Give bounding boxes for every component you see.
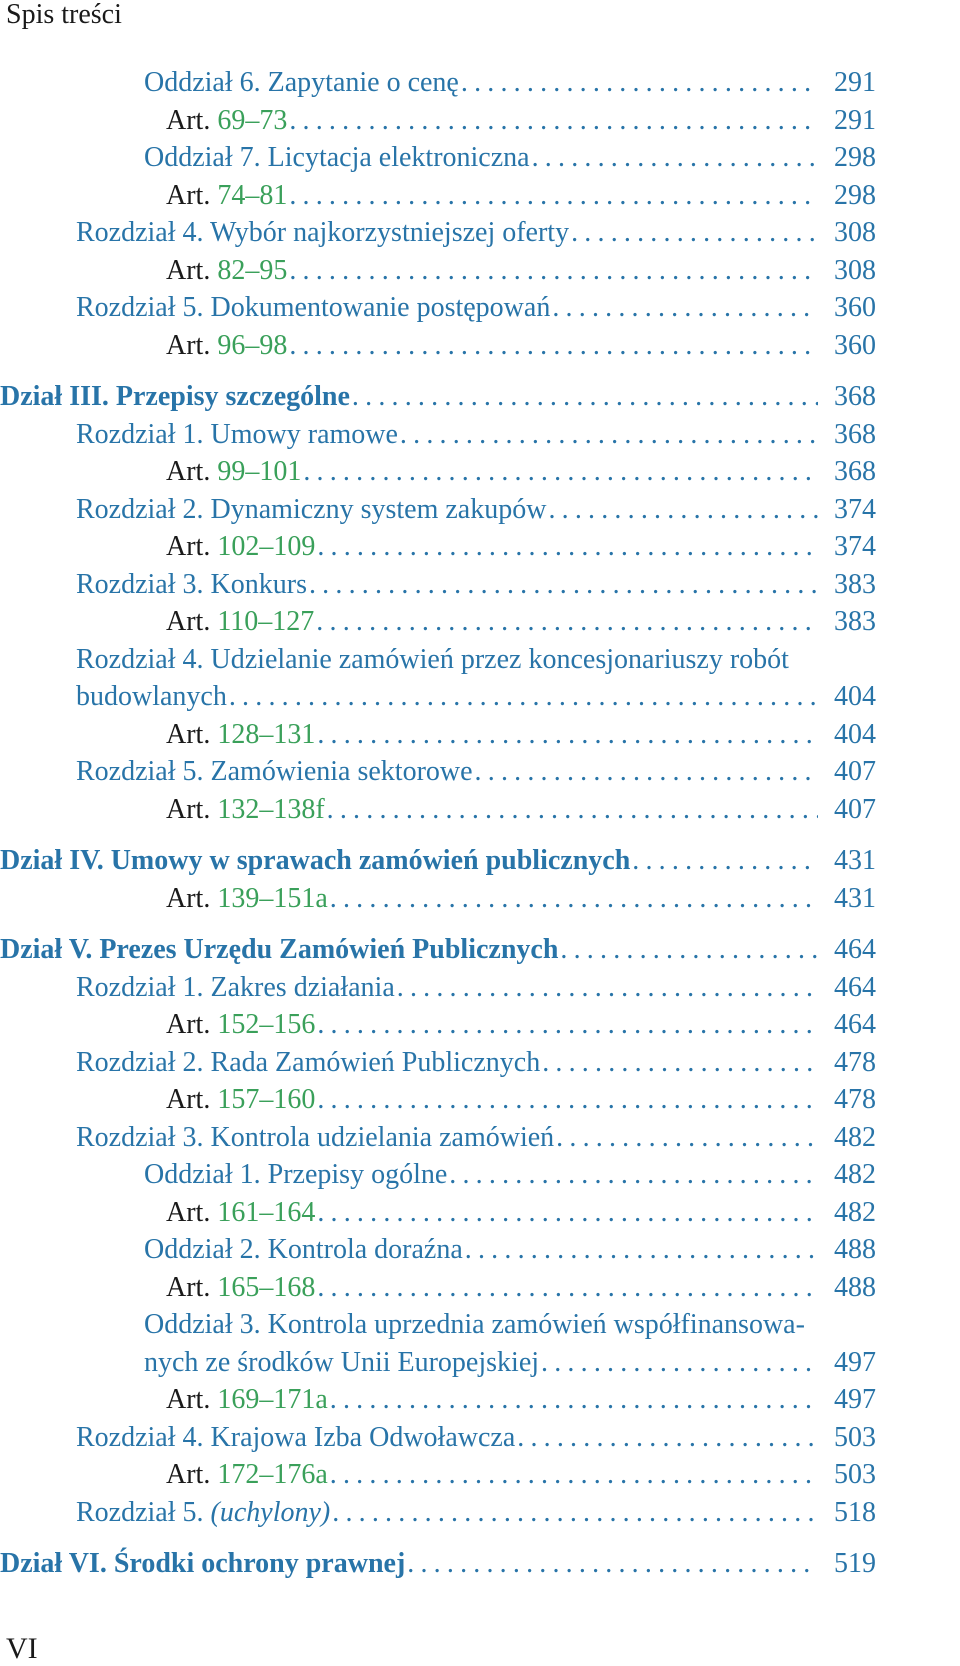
toc-entry-text: Rozdział 4. Krajowa Izba Odwoławcza — [76, 1421, 516, 1453]
toc-entry-title — [166, 1081, 315, 1119]
toc-entry-oddzial[interactable] — [0, 1306, 960, 1381]
article-prefix: Art. — [166, 254, 211, 286]
dot-leader — [316, 603, 818, 641]
article-prefix: Art. — [166, 793, 211, 825]
article-range-link[interactable]: 82–95 — [217, 254, 288, 286]
toc-entry-rozdzial[interactable] — [0, 969, 960, 1007]
article-range-link[interactable]: 96–98 — [217, 329, 288, 361]
toc-entry-title — [76, 1494, 330, 1532]
toc-entry-title — [76, 1419, 515, 1457]
toc-page-number[interactable]: 488 — [834, 1271, 876, 1303]
toc-page-number[interactable]: 368 — [834, 381, 876, 412]
toc-page-number[interactable]: 497 — [834, 1346, 876, 1378]
dot-leader — [330, 1381, 818, 1419]
article-range-link[interactable]: 157–160 — [217, 1084, 316, 1115]
toc-page-number[interactable]: 291 — [834, 104, 876, 136]
toc-entry-title — [76, 1044, 540, 1082]
toc-page-number[interactable]: 497 — [834, 1384, 876, 1415]
toc-entry-rozdzial[interactable] — [0, 289, 960, 327]
toc-entry-rozdzial[interactable] — [0, 491, 960, 529]
toc-entry-title — [166, 327, 287, 365]
article-prefix: Art. — [166, 456, 211, 487]
toc-entry-text: nych ze środków Unii Europejskiej — [144, 1346, 540, 1378]
toc-entry-title-line: Oddział 3. Kontrola uprzednia zamówień współfinansowa- — [144, 1309, 805, 1340]
toc-entry-text: Rozdział 5. Zamówienia sektorowe — [76, 756, 473, 787]
toc-entry-title — [76, 416, 398, 454]
toc-entry-text: Oddział 2. Kontrola doraźna — [144, 1234, 463, 1265]
toc-entry-title — [166, 252, 287, 290]
dot-leader — [289, 252, 818, 290]
toc-page-number[interactable]: 308 — [834, 254, 876, 286]
toc-page-number[interactable]: 407 — [834, 756, 876, 787]
dot-leader — [397, 969, 818, 1007]
toc-entry-dzial[interactable] — [0, 931, 960, 969]
toc-entry-title — [144, 1231, 463, 1269]
dot-leader — [632, 842, 818, 880]
toc-entry-art[interactable] — [0, 1269, 960, 1307]
toc-page-number[interactable]: 431 — [834, 845, 876, 876]
toc-page-number[interactable]: 298 — [834, 142, 876, 173]
toc-entry-art[interactable] — [0, 1381, 960, 1419]
toc-entry-title — [76, 753, 473, 791]
toc-entry-title — [0, 842, 630, 880]
article-range-link[interactable]: 169–171a — [217, 1384, 328, 1415]
dot-leader — [548, 491, 818, 529]
article-range-link[interactable]: 99–101 — [217, 456, 302, 487]
toc-entry-rozdzial[interactable] — [0, 416, 960, 454]
toc-entry-art[interactable] — [0, 1456, 960, 1494]
toc-entry-rozdzial[interactable] — [0, 1494, 960, 1532]
article-prefix: Art. — [166, 718, 211, 750]
toc-entry-art[interactable] — [0, 102, 960, 140]
toc-entry-art[interactable] — [0, 1006, 960, 1044]
page-number-footer: VI — [6, 1632, 38, 1665]
article-range-link[interactable]: 132–138f — [217, 793, 325, 825]
toc-entry-art[interactable] — [0, 716, 960, 754]
toc-entry-text: Oddział 6. Zapytanie o cenę — [144, 67, 459, 98]
article-range-link[interactable]: 161–164 — [217, 1196, 316, 1228]
dot-leader — [449, 1156, 818, 1194]
dot-leader — [332, 1494, 818, 1532]
toc-page-number[interactable]: 482 — [834, 1196, 876, 1228]
dot-leader — [552, 289, 818, 327]
toc-entry-text: Rozdział 5. — [76, 1496, 204, 1528]
toc-page-number[interactable]: 404 — [834, 718, 876, 750]
table-of-contents — [0, 64, 960, 1583]
dot-leader — [289, 327, 818, 365]
toc-entry-title — [0, 931, 558, 969]
toc-entry-title — [166, 1381, 328, 1419]
toc-entry-rozdzial[interactable] — [0, 1119, 960, 1157]
toc-page-number[interactable]: 360 — [834, 329, 876, 361]
dot-leader — [289, 102, 818, 140]
toc-page-number[interactable]: 407 — [834, 793, 876, 825]
toc-entry-title — [76, 969, 395, 1007]
dot-leader — [407, 1545, 818, 1583]
toc-entry-text: Rozdział 3. Konkurs — [76, 568, 307, 600]
article-range-link[interactable]: 102–109 — [217, 531, 316, 562]
toc-entry-oddzial[interactable] — [0, 139, 960, 177]
toc-entry-art[interactable] — [0, 327, 960, 365]
toc-entry-title — [166, 528, 315, 566]
dot-leader — [330, 1456, 818, 1494]
toc-entry-title — [0, 1545, 405, 1583]
toc-entry-dzial[interactable] — [0, 1545, 960, 1583]
article-prefix: Art. — [166, 1459, 211, 1490]
toc-entry-rozdzial[interactable] — [0, 1044, 960, 1082]
toc-page-number[interactable]: 482 — [834, 1121, 876, 1153]
toc-page-number[interactable]: 298 — [834, 179, 876, 211]
toc-page-number[interactable]: 464 — [834, 1009, 876, 1040]
toc-page-number[interactable]: 431 — [834, 882, 876, 914]
toc-entry-title — [76, 678, 227, 716]
toc-entry-text: Oddział 1. Przepisy ogólne — [144, 1159, 448, 1190]
article-prefix: Art. — [166, 1271, 211, 1303]
toc-entry-text: Rozdział 5. Dokumentowanie postępowań — [76, 292, 551, 323]
dot-leader — [229, 678, 818, 716]
dot-leader — [317, 1006, 818, 1044]
toc-page-number[interactable]: 503 — [834, 1421, 876, 1453]
article-prefix: Art. — [166, 606, 211, 637]
article-prefix: Art. — [166, 1384, 211, 1415]
toc-entry-oddzial[interactable] — [0, 64, 960, 102]
toc-page-number[interactable]: 464 — [834, 934, 876, 965]
article-prefix: Art. — [166, 179, 211, 211]
toc-page-number[interactable]: 478 — [834, 1084, 876, 1115]
toc-entry-art[interactable] — [0, 177, 960, 215]
toc-entry-text: Rozdział 2. Dynamiczny system zakupów — [76, 493, 547, 525]
dot-leader — [352, 378, 818, 416]
toc-entry-title — [166, 177, 287, 215]
toc-page-number[interactable]: 464 — [834, 971, 876, 1003]
dot-leader — [400, 416, 818, 454]
dot-leader — [475, 753, 818, 791]
toc-entry-art[interactable] — [0, 1081, 960, 1119]
dot-leader — [560, 931, 818, 969]
article-range-link[interactable]: 128–131 — [217, 718, 316, 750]
dot-leader — [309, 566, 818, 604]
dot-leader — [317, 528, 818, 566]
toc-page-number[interactable]: 374 — [834, 531, 876, 562]
dot-leader — [517, 1419, 818, 1457]
dot-leader — [541, 1344, 818, 1382]
toc-entry-art[interactable] — [0, 1194, 960, 1232]
toc-page-number[interactable]: 291 — [834, 67, 876, 98]
toc-page-number[interactable]: 478 — [834, 1046, 876, 1078]
toc-entry-rozdzial[interactable] — [0, 214, 960, 252]
toc-entry-art[interactable] — [0, 528, 960, 566]
toc-entry-title — [144, 139, 530, 177]
toc-entry-title — [144, 1156, 447, 1194]
toc-entry-note: (uchylony) — [210, 1496, 331, 1528]
toc-entry-text: Oddział 7. Licytacja elektroniczna — [144, 142, 530, 173]
toc-entry-rozdzial[interactable] — [0, 753, 960, 791]
toc-entry-text: Rozdział 1. Zakres działania — [76, 971, 395, 1003]
article-prefix: Art. — [166, 329, 211, 361]
toc-entry-title — [144, 1344, 539, 1382]
toc-entry-rozdzial[interactable] — [0, 566, 960, 604]
dot-leader — [317, 1194, 818, 1232]
toc-entry-text: Dział III. Przepisy szczególne — [0, 381, 350, 412]
toc-page-number[interactable]: 503 — [834, 1459, 876, 1490]
toc-entry-text: Dział VI. Środki ochrony prawnej — [0, 1548, 406, 1579]
page-header-title: Spis treści — [6, 0, 122, 30]
dot-leader — [571, 214, 818, 252]
dot-leader — [317, 1081, 818, 1119]
toc-entry-text: Rozdział 2. Rada Zamówień Publicznych — [76, 1046, 541, 1078]
article-range-link[interactable]: 165–168 — [217, 1271, 316, 1303]
toc-entry-title-line: Rozdział 4. Udzielanie zamówień przez koncesjonariuszy robót — [76, 643, 789, 675]
toc-page-number[interactable]: 368 — [834, 456, 876, 487]
toc-entry-title — [166, 791, 325, 829]
dot-leader — [327, 791, 818, 829]
toc-page-number[interactable]: 368 — [834, 418, 876, 450]
toc-entry-title — [76, 491, 546, 529]
dot-leader — [317, 716, 818, 754]
toc-entry-title — [166, 1006, 315, 1044]
toc-entry-title — [76, 566, 307, 604]
toc-entry-title — [166, 880, 328, 918]
toc-entry-art[interactable] — [0, 880, 960, 918]
article-prefix: Art. — [166, 531, 211, 562]
toc-entry-rozdzial[interactable] — [0, 1419, 960, 1457]
toc-entry-oddzial[interactable] — [0, 1156, 960, 1194]
toc-page-number[interactable]: 488 — [834, 1234, 876, 1265]
toc-page-number[interactable]: 404 — [834, 681, 876, 712]
toc-page-number[interactable]: 383 — [834, 568, 876, 600]
toc-entry-title — [76, 289, 550, 327]
toc-entry-art[interactable] — [0, 453, 960, 491]
toc-entry-title — [166, 603, 314, 641]
dot-leader — [556, 1119, 818, 1157]
toc-page-number[interactable]: 360 — [834, 292, 876, 323]
toc-entry-rozdzial[interactable] — [0, 641, 960, 716]
toc-entry-title — [166, 1456, 328, 1494]
article-range-link[interactable]: 152–156 — [217, 1009, 316, 1040]
article-range-link[interactable]: 69–73 — [217, 104, 288, 136]
toc-entry-text: Dział IV. Umowy w sprawach zamówień publicznych — [0, 845, 631, 876]
toc-entry-oddzial[interactable] — [0, 1231, 960, 1269]
toc-entry-art[interactable] — [0, 791, 960, 829]
toc-entry-art[interactable] — [0, 252, 960, 290]
toc-page-number[interactable]: 374 — [834, 493, 876, 525]
toc-entry-title — [0, 378, 350, 416]
toc-entry-text: Rozdział 4. Wybór najkorzystniejszej oferty — [76, 217, 570, 248]
toc-page-number[interactable]: 518 — [834, 1496, 876, 1528]
article-prefix: Art. — [166, 1009, 211, 1040]
toc-entry-title — [166, 102, 287, 140]
toc-page-number[interactable]: 482 — [834, 1159, 876, 1190]
toc-entry-text: Dział V. Prezes Urzędu Zamówień Publicznych — [0, 934, 559, 965]
toc-page-number[interactable]: 519 — [834, 1548, 876, 1579]
dot-leader — [465, 1231, 818, 1269]
article-prefix: Art. — [166, 1196, 211, 1228]
toc-entry-title — [166, 1269, 315, 1307]
dot-leader — [542, 1044, 818, 1082]
toc-entry-title — [166, 1194, 315, 1232]
toc-entry-title — [166, 453, 301, 491]
article-prefix: Art. — [166, 882, 211, 914]
toc-entry-title — [144, 64, 459, 102]
dot-leader — [317, 1269, 818, 1307]
toc-entry-dzial[interactable] — [0, 378, 960, 416]
article-range-link[interactable]: 172–176a — [217, 1459, 328, 1490]
toc-page-number[interactable]: 308 — [834, 217, 876, 248]
dot-leader — [289, 177, 818, 215]
dot-leader — [303, 453, 818, 491]
toc-entry-title — [76, 1119, 554, 1157]
article-prefix: Art. — [166, 104, 211, 136]
article-range-link[interactable]: 74–81 — [217, 179, 288, 211]
toc-entry-text: budowlanych — [76, 681, 227, 712]
toc-entry-art[interactable] — [0, 603, 960, 641]
toc-entry-text: Rozdział 1. Umowy ramowe — [76, 418, 398, 450]
dot-leader — [461, 64, 818, 102]
dot-leader — [330, 880, 818, 918]
toc-page-number[interactable]: 383 — [834, 606, 876, 637]
article-range-link[interactable]: 139–151a — [217, 882, 328, 914]
dot-leader — [532, 139, 818, 177]
toc-entry-text: Rozdział 3. Kontrola udzielania zamówień — [76, 1121, 555, 1153]
toc-entry-dzial[interactable] — [0, 842, 960, 880]
article-range-link[interactable]: 110–127 — [217, 606, 315, 637]
article-prefix: Art. — [166, 1084, 211, 1115]
toc-entry-title — [166, 716, 315, 754]
toc-entry-title — [76, 214, 569, 252]
